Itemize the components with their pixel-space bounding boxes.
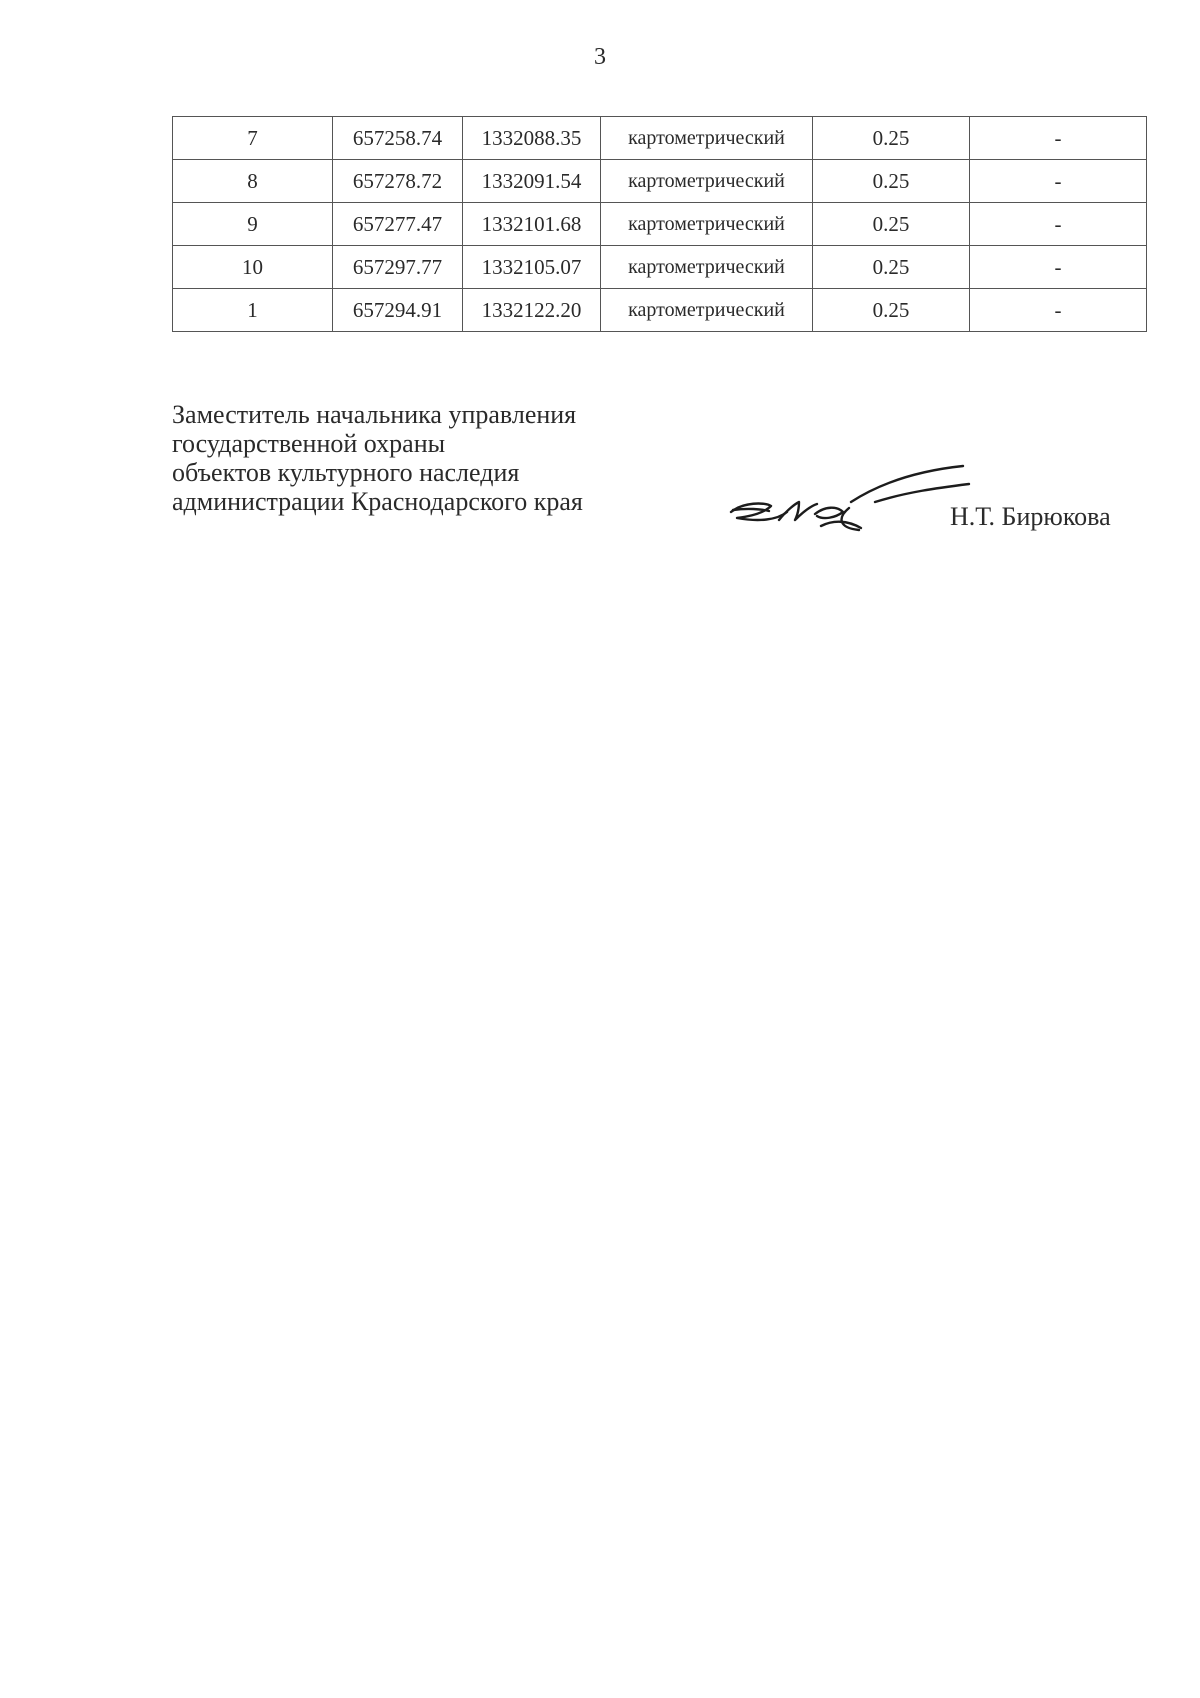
method-cell: картометрический [601,246,813,289]
signatory-name: Н.Т. Бирюкова [950,502,1111,531]
table-row [173,289,1147,332]
table-row [173,246,1147,289]
point-number-cell: 10 [173,246,333,289]
accuracy-cell: 0.25 [813,160,970,203]
description-cell: - [970,203,1147,246]
position-line: государственной охраны [172,429,446,458]
table-row [173,203,1147,246]
y-coordinate-cell: 1332105.07 [463,246,601,289]
y-coordinate-cell: 1332091.54 [463,160,601,203]
point-number-cell: 7 [173,117,333,160]
point-number-cell: 8 [173,160,333,203]
accuracy-cell: 0.25 [813,246,970,289]
method-cell: картометрический [601,117,813,160]
method-cell: картометрический [601,203,813,246]
coordinates-table [172,116,1147,332]
point-number-cell: 1 [173,289,333,332]
point-number-cell: 9 [173,203,333,246]
y-coordinate-cell: 1332088.35 [463,117,601,160]
y-coordinate-cell: 1332122.20 [463,289,601,332]
x-coordinate-cell: 657297.77 [333,246,463,289]
handwritten-signature [725,462,975,542]
y-coordinate-cell: 1332101.68 [463,203,601,246]
accuracy-cell: 0.25 [813,289,970,332]
signatory-position [172,400,583,516]
position-line: администрации Краснодарского края [172,487,583,516]
accuracy-cell: 0.25 [813,117,970,160]
table-row [173,160,1147,203]
method-cell: картометрический [601,160,813,203]
description-cell: - [970,246,1147,289]
method-cell: картометрический [601,289,813,332]
accuracy-cell: 0.25 [813,203,970,246]
table-row [173,117,1147,160]
x-coordinate-cell: 657258.74 [333,117,463,160]
position-line: объектов культурного наследия [172,458,520,487]
page-number: 3 [594,44,606,70]
description-cell: - [970,117,1147,160]
position-line: Заместитель начальника управления [172,400,577,429]
x-coordinate-cell: 657278.72 [333,160,463,203]
x-coordinate-cell: 657277.47 [333,203,463,246]
description-cell: - [970,160,1147,203]
x-coordinate-cell: 657294.91 [333,289,463,332]
description-cell: - [970,289,1147,332]
